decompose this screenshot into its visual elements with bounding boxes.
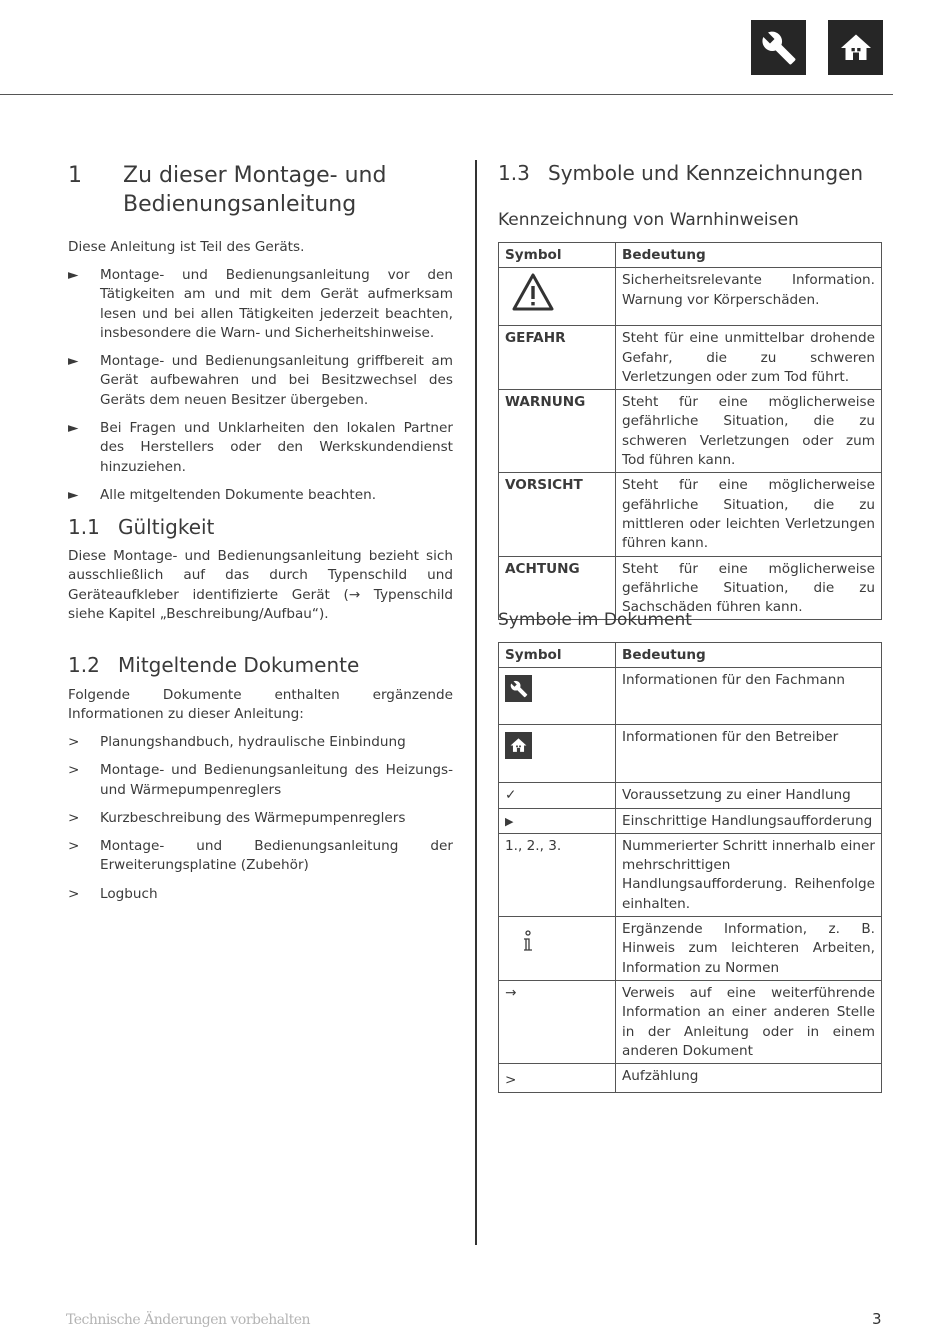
documents-list: [68, 733, 453, 904]
list-marker: >: [68, 734, 80, 750]
list-marker: >: [68, 809, 80, 826]
header-rule: [0, 94, 893, 95]
table-row: [499, 783, 882, 808]
play-arrow-icon: ►: [68, 353, 79, 370]
validity-text: Diese Montage- und Bedienungsanleitung bezieht sich ausschließlich auf das durch Typenschild und Geräteaufkleber identifizierte Gerät (→ Typenschild siehe Kapitel „Beschreibung/Aufbau“).: [68, 548, 453, 622]
list-marker: >: [499, 1064, 616, 1093]
symbol-cell: VORSICHT: [499, 473, 616, 556]
table-row: [499, 390, 882, 473]
list-item: ► Bei Fragen und Unklarheiten den lokalen Partner des Herstellers oder den Werkskundendienst hinzuziehen.: [68, 420, 453, 475]
table-row: [499, 808, 882, 833]
meaning-cell: Einschrittige Handlungsaufforderung: [616, 808, 882, 833]
section-1-1-heading: [68, 515, 453, 541]
list-marker: >: [68, 838, 80, 855]
meaning-cell: Steht für eine unmittelbar drohende Gefahr, die zu schweren Verletzungen oder zum Tod führt.: [616, 326, 882, 390]
checkmark-icon: ✓: [499, 783, 616, 808]
symbol-cell: [499, 725, 616, 783]
page-number: 3: [872, 1310, 882, 1328]
table-row: [499, 1064, 882, 1093]
meaning-cell: Steht für eine möglicherweise gefährliche Situation, die zu schweren Verletzungen oder zum Tod führen kann.: [616, 390, 882, 473]
meaning-cell: Ergänzende Information, z. B. Hinweis zum leichteren Arbeiten, Information zu Normen: [616, 917, 882, 981]
section-number: 1.1: [68, 515, 100, 539]
section-number: 1.3: [498, 161, 530, 185]
warnings-table: [498, 242, 882, 620]
column-header: Bedeutung: [616, 643, 882, 668]
table-row: [499, 725, 882, 783]
meaning-cell: Nummerierter Schritt innerhalb einer mehrschrittigen Handlungsaufforderung. Reihenfolge einhalten.: [616, 833, 882, 916]
list-item: ► Montage- und Bedienungsanleitung griffbereit am Gerät aufbewahren und bei Besitzwechsel des Geräts dem neuen Besitzer übergeben.: [68, 353, 453, 408]
instruction-list: [68, 266, 453, 505]
table-row: [499, 980, 882, 1063]
house-icon: [505, 732, 532, 759]
meaning-cell: Aufzählung: [616, 1064, 882, 1093]
section-number: 1: [68, 163, 82, 188]
list-item: > Montage- und Bedienungsanleitung des Heizungs- und Wärmepumpenreglers: [68, 762, 453, 798]
section-title: Symbole und Kennzeichnungen: [548, 161, 864, 185]
meaning-cell: Steht für eine möglicherweise gefährliche Situation, die zu Sachschäden führen kann.: [616, 556, 882, 620]
symbol-cell: [499, 917, 616, 981]
column-header: Bedeutung: [616, 243, 882, 268]
table-header-row: [499, 243, 882, 268]
list-item: ► Montage- und Bedienungsanleitung vor den Tätigkeiten am und mit dem Gerät aufmerksam lesen und bei allen Tätigkeiten jederzeit beachten, insbesondere die Warn- und Sicherheitshinweise.: [68, 267, 453, 341]
section-title: Gültigkeit: [118, 515, 215, 539]
symbol-cell: [499, 268, 616, 326]
table-row: [499, 833, 882, 916]
column-header: Symbol: [499, 643, 616, 668]
list-item: > Montage- und Bedienungsanleitung der Erweiterungsplatine (Zubehör): [68, 838, 453, 874]
table-row: [499, 326, 882, 390]
meaning-cell: Verweis auf eine weiterführende Information an einer anderen Stelle in der Anleitung oder in einem anderen Dokument: [616, 980, 882, 1063]
play-triangle-icon: ▶: [499, 808, 616, 833]
section-title: Zu dieser Montage- und Bedienungsanleitung: [123, 163, 387, 217]
section-1-2-heading: [68, 653, 453, 679]
section-number: 1.2: [68, 653, 100, 677]
arrow-right-icon: →: [499, 980, 616, 1063]
symbol-cell: [499, 668, 616, 725]
table-row: [499, 668, 882, 725]
meaning-cell: Informationen für den Fachmann: [616, 668, 882, 725]
wrench-icon: [505, 675, 532, 702]
warning-triangle-icon: [511, 272, 555, 318]
symbol-cell: ACHTUNG: [499, 556, 616, 620]
meaning-cell: Sicherheitsrelevante Information. Warnung vor Körperschäden.: [616, 268, 882, 326]
symbol-cell: WARNUNG: [499, 390, 616, 473]
house-icon: [828, 20, 883, 75]
symbols-table: [498, 642, 882, 1093]
list-marker: >: [68, 762, 80, 779]
meaning-cell: Steht für eine möglicherweise gefährliche Situation, die zu mittleren oder leichten Verletzungen führen kann.: [616, 473, 882, 556]
intro-text: Diese Anleitung ist Teil des Geräts.: [68, 239, 305, 255]
section-1-3-heading: [498, 161, 888, 187]
column-divider: [475, 160, 477, 1245]
play-arrow-icon: ►: [68, 267, 79, 283]
list-item: ► Alle mitgeltenden Dokumente beachten.: [68, 486, 453, 505]
list-item: > Logbuch: [68, 885, 453, 904]
column-header: Symbol: [499, 243, 616, 268]
play-arrow-icon: ►: [68, 420, 79, 437]
footer-note: Technische Änderungen vorbehalten: [66, 1312, 311, 1328]
list-marker: >: [68, 885, 80, 902]
section-title: Mitgeltende Dokumente: [118, 653, 360, 677]
meaning-cell: Informationen für den Betreiber: [616, 725, 882, 783]
warnings-heading: Kennzeichnung von Warnhinweisen: [498, 210, 799, 230]
symbol-cell: GEFAHR: [499, 326, 616, 390]
table-row: [499, 917, 882, 981]
symbols-heading: Symbole im Dokument: [498, 610, 692, 630]
symbol-cell: 1., 2., 3.: [499, 833, 616, 916]
table-row: [499, 473, 882, 556]
meaning-cell: Voraussetzung zu einer Handlung: [616, 783, 882, 808]
table-header-row: [499, 643, 882, 668]
info-icon: [521, 930, 535, 960]
table-row: [499, 268, 882, 326]
list-item: > Planungshandbuch, hydraulische Einbindung: [68, 733, 453, 752]
list-item: > Kurzbeschreibung des Wärmepumpenreglers: [68, 809, 453, 828]
docs-intro: Folgende Dokumente enthalten ergänzende Informationen zu dieser Anleitung:: [68, 687, 453, 723]
wrench-icon: [751, 20, 806, 75]
section-1-heading: [68, 161, 468, 221]
play-arrow-icon: ►: [68, 486, 79, 503]
